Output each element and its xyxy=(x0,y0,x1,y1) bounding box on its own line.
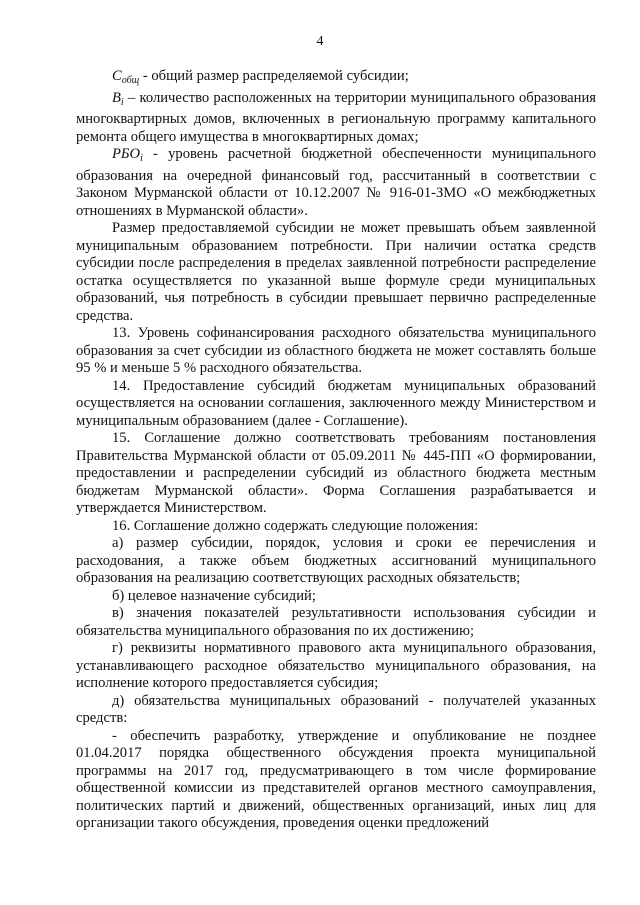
symbol-b: B xyxy=(112,89,121,106)
paragraph-text: - общий размер распределяемой субсидии; xyxy=(139,68,409,84)
symbol-rbo: РБО xyxy=(112,146,141,162)
paragraph-16: 16. Соглашение должно содержать следующие положения: xyxy=(112,517,479,534)
formula-legend-b-i xyxy=(76,90,596,147)
symbol-c: C xyxy=(112,68,122,84)
formula-legend-rbo-i xyxy=(76,146,596,220)
list-item-a: а) размер субсидии, порядок, условия и сроки ее перечисления и расходования, а также объем бюджетных ассигнований муниципального образования на реализацию соответствующих расходных обязательств; xyxy=(76,535,596,586)
document-body xyxy=(76,68,596,833)
formula-legend-c-total xyxy=(76,68,596,90)
list-item-b: б) целевое назначение субсидий; xyxy=(112,587,316,604)
list-item-v: в) значения показателей результативности использования субсидии и обязательства муниципального образования по их достижению; xyxy=(76,605,596,639)
list-item-dash: - обеспечить разработку, утверждение и опубликование не позднее 01.04.2017 порядка общественного обсуждения проекта муниципальной программы на 2017 год, предусматривающего в том числе формирование общественной комиссии из представителей органов местного самоуправления, политических партий и движений, общественных организаций, иных лиц для организации такого обсуждения, проведения оценки предложений xyxy=(76,727,596,831)
symbol-b-subscript: i xyxy=(120,96,124,108)
paragraph-text: – количество расположенных на территории муниципального образования многоквартирных домов, включенных в региональную программу капитального ремонта общего имущества в многоквартирных домах; xyxy=(76,89,596,145)
paragraph-14: 14. Предоставление субсидий бюджетам муниципальных образований осуществляется на основании соглашения, заключенного между Министерством и муниципальным образованием (далее - Соглашение). xyxy=(76,377,596,429)
paragraph-13: 13. Уровень софинансирования расходного обязательства муниципального образования за счет субсидии из областного бюджета не может составлять больше 95 % и меньше 5 % расходного обязательства. xyxy=(76,325,596,376)
symbol-c-subscript: общ xyxy=(121,75,140,86)
symbol-rbo-subscript: i xyxy=(140,153,143,164)
paragraph-subsidy-size: Размер предоставляемой субсидии не может превышать объем заявленной муниципальным образованием потребности. При наличии остатка средств субсидии после распределения в пределах заявленной потребности распределение остатка осуществляется по указанной выше формуле среди муниципальных образований, чья потребность в субсидии превышает первично распределенные средства. xyxy=(76,220,596,324)
paragraph-text: - уровень расчетной бюджетной обеспеченности муниципального образования на очередной финансовый год, рассчитанный в соответствии с Законом Мурманской области от 10.12.2007 № 916-01-ЗМО «О межбюджетных отношениях в Мурманской области». xyxy=(76,146,596,219)
paragraph-15: 15. Соглашение должно соответствовать требованиям постановления Правительства Мурманской области от 05.09.2011 № 445-ПП «О формировании, предоставлении и распределении субсидий из областного бюджета местным бюджетам Мурманской области». Форма Соглашения разрабатывается и утверждается Министерством. xyxy=(76,430,596,516)
list-item-d: д) обязательства муниципальных образований - получателей указанных средств: xyxy=(76,692,596,726)
page-number: 4 xyxy=(316,34,324,49)
list-item-g: г) реквизиты нормативного правового акта муниципального образования, устанавливающего расходное обязательство муниципального образования, на исполнение которого предоставляется субсидия; xyxy=(76,640,596,691)
